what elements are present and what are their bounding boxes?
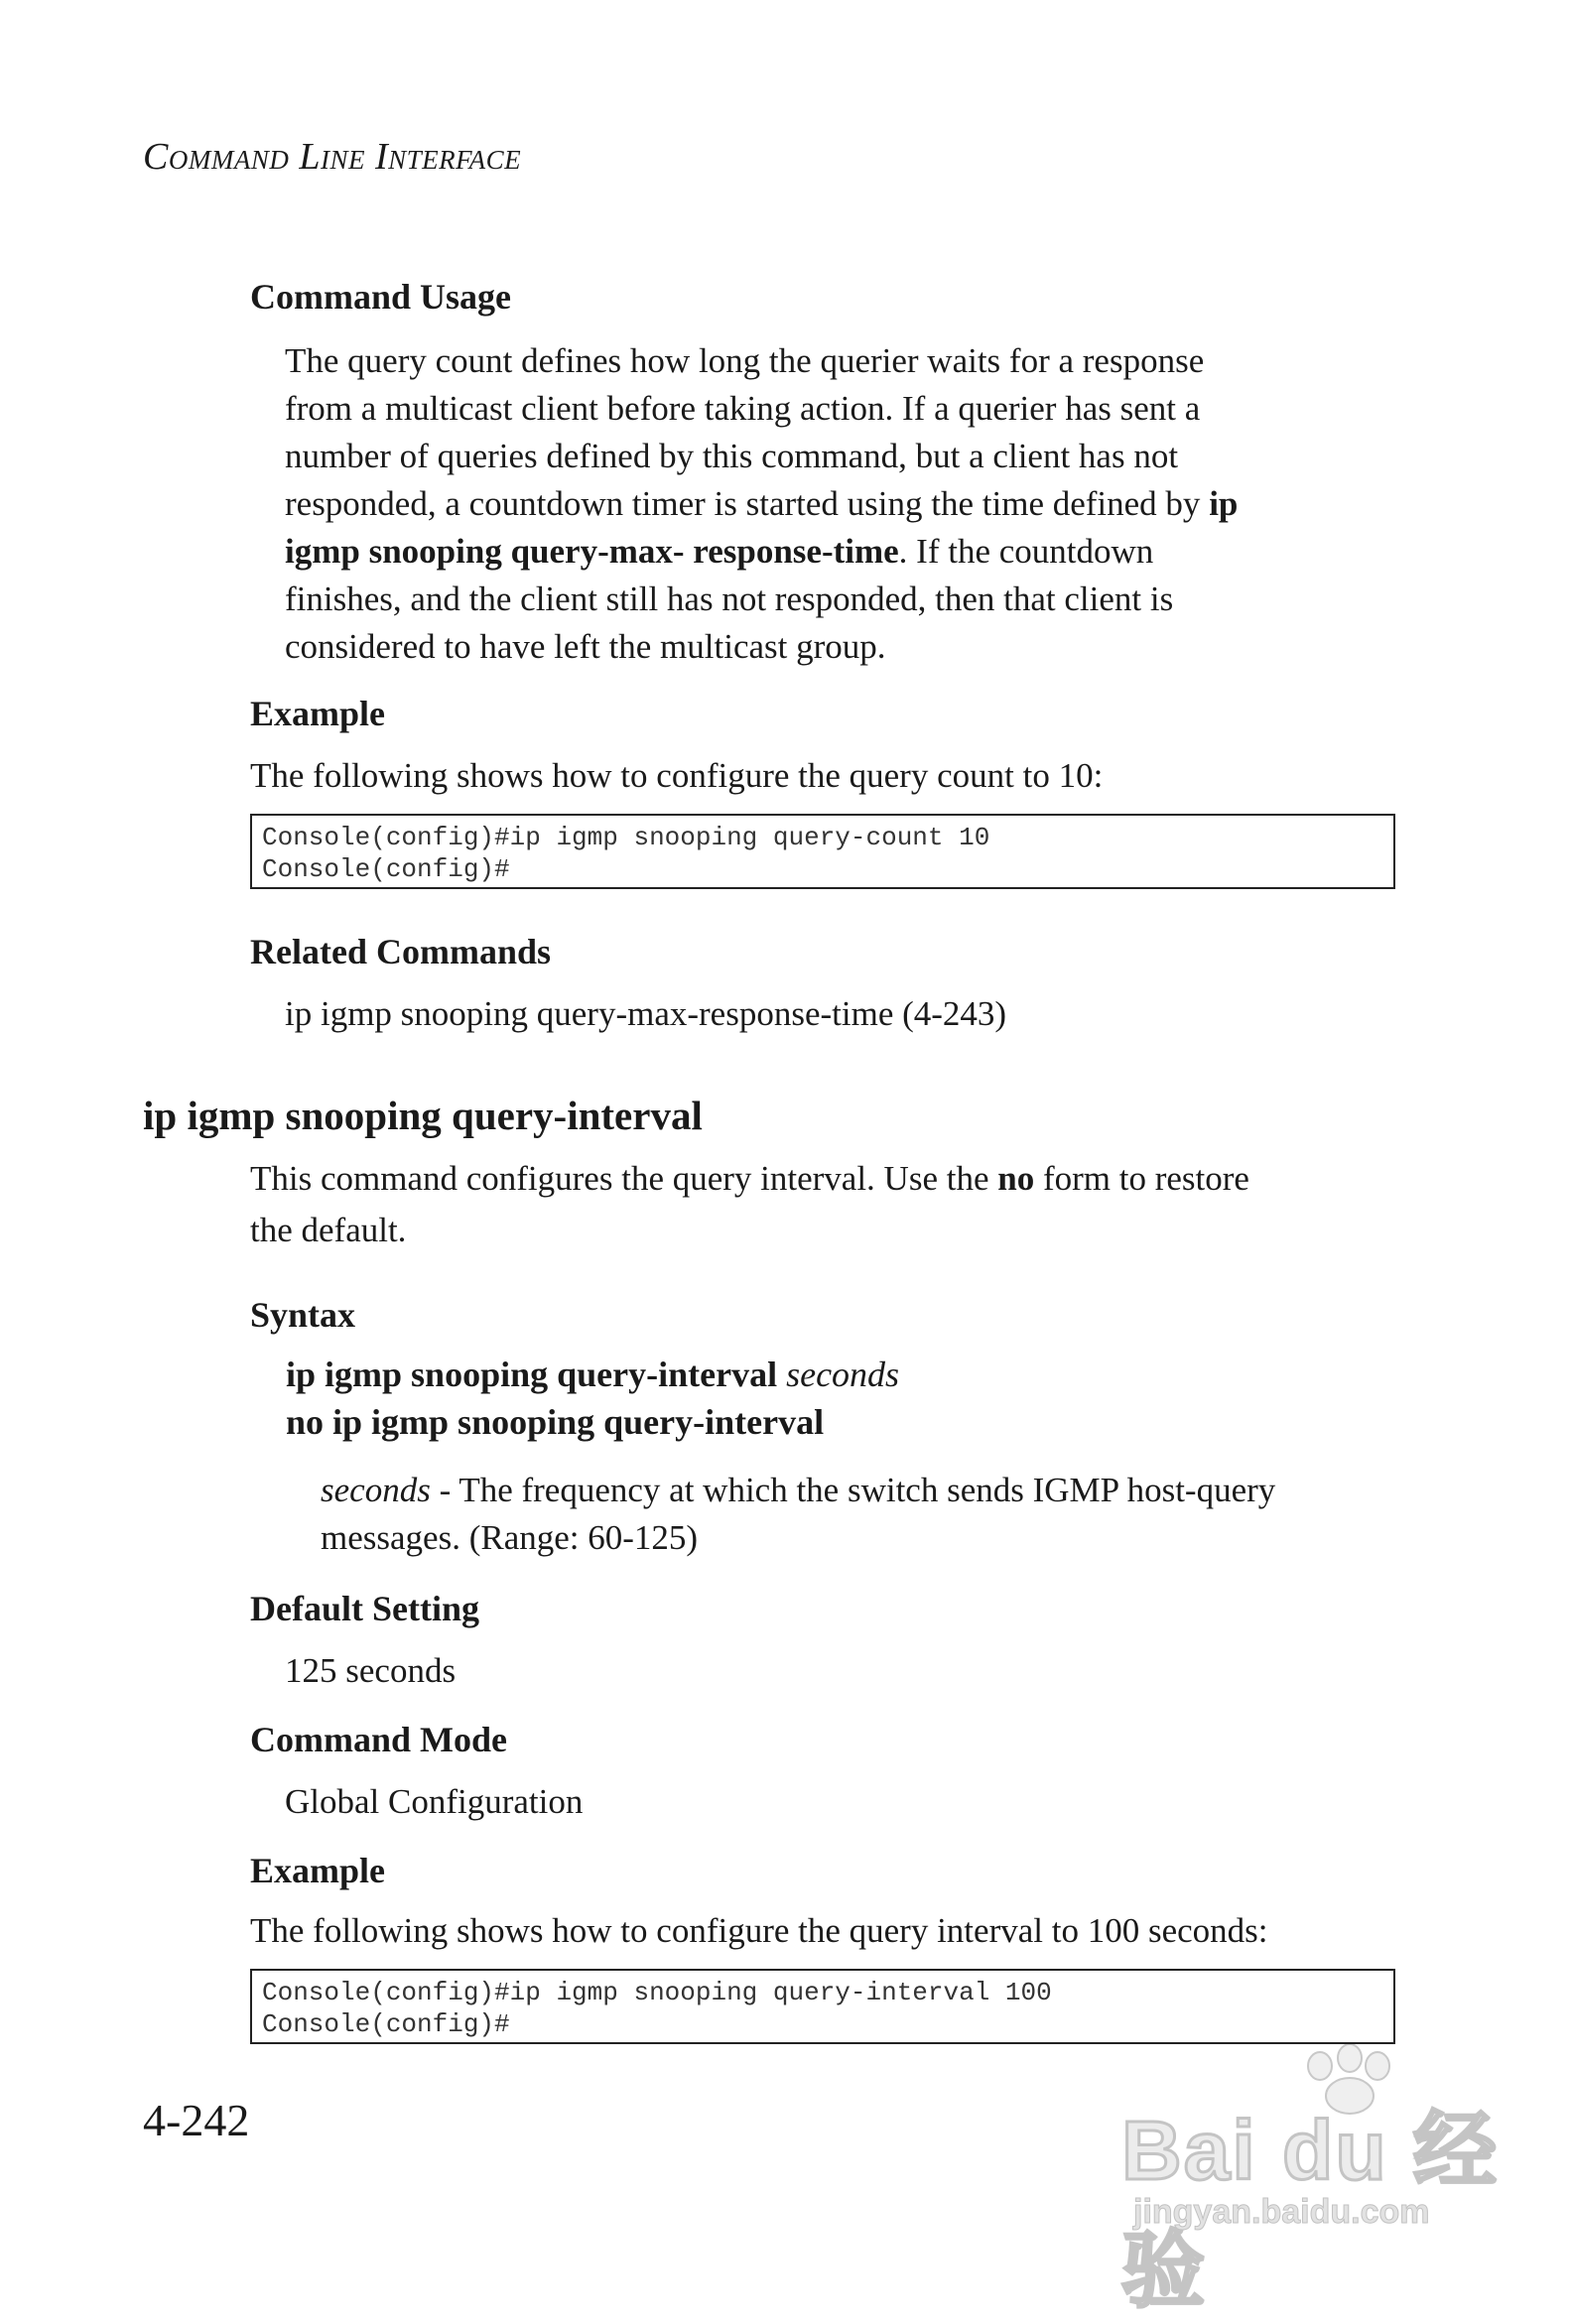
usage-line: finishes, and the client still has not responded, then that client is [285,580,1174,618]
usage-line: considered to have left the multicast group. [285,627,886,666]
code-example-query-count [250,814,1395,889]
command-reference: igmp snooping query-max- response-time [285,532,899,571]
usage-line: igmp snooping query-max- response-time. If the countdown [285,532,1154,571]
default-setting-value: 125 seconds [285,1651,457,1690]
baidu-watermark [1112,2044,1508,2317]
parameter-description: seconds - The frequency at which the switch sends IGMP host-query messages. (Range: 60-125) [321,1471,1276,1557]
command-usage-text [285,337,1238,671]
syntax-no-command: no ip igmp snooping query-interval [286,1402,825,1442]
command-mode-heading: Command Mode [250,1720,507,1759]
no-keyword: no [997,1159,1035,1198]
related-command-reference: ip igmp snooping query-max-response-time (4-243) [285,994,1007,1033]
example-heading: Example [250,1851,386,1890]
code-line: Console(config)#ip igmp snooping query-interval 100 [262,1978,1052,2007]
code-line: Console(config)# [262,2009,510,2039]
related-commands-heading: Related Commands [250,932,551,971]
command-title: ip igmp snooping query-interval [143,1093,703,1138]
example-intro: The following shows how to configure the query count to 10: [250,756,1104,795]
parameter-name: seconds [321,1471,431,1509]
usage-line: from a multicast client before taking action. If a querier has sent a [285,389,1201,428]
example-intro: The following shows how to configure the query interval to 100 seconds: [250,1911,1268,1950]
syntax-heading: Syntax [250,1295,356,1335]
command-reference: ip [1209,484,1239,523]
usage-line: responded, a countdown timer is started using the time defined by ip [285,484,1239,523]
command-usage-heading: Command Usage [250,277,512,317]
code-example-query-interval [250,1969,1395,2044]
page-number: 4-242 [143,2095,250,2145]
syntax-command: ip igmp snooping query-interval seconds [286,1355,900,1394]
running-header: Command Line Interface [143,136,522,178]
syntax-argument: seconds [786,1355,900,1394]
watermark-url: jingyan.baidu.com [1133,2193,1430,2231]
usage-line: The query count defines how long the querier waits for a response [285,341,1205,380]
default-setting-heading: Default Setting [250,1589,479,1628]
code-line: Console(config)# [262,854,510,884]
usage-line: number of queries defined by this command, but a client has not [285,437,1179,475]
example-heading: Example [250,694,386,733]
command-mode-value: Global Configuration [285,1782,584,1821]
command-description: This command configures the query interval. Use the no form to restore the default. [250,1159,1249,1249]
code-line: Console(config)#ip igmp snooping query-count 10 [262,823,990,852]
watermark-logo-text: Bai du 经验 [1121,2104,1500,2317]
